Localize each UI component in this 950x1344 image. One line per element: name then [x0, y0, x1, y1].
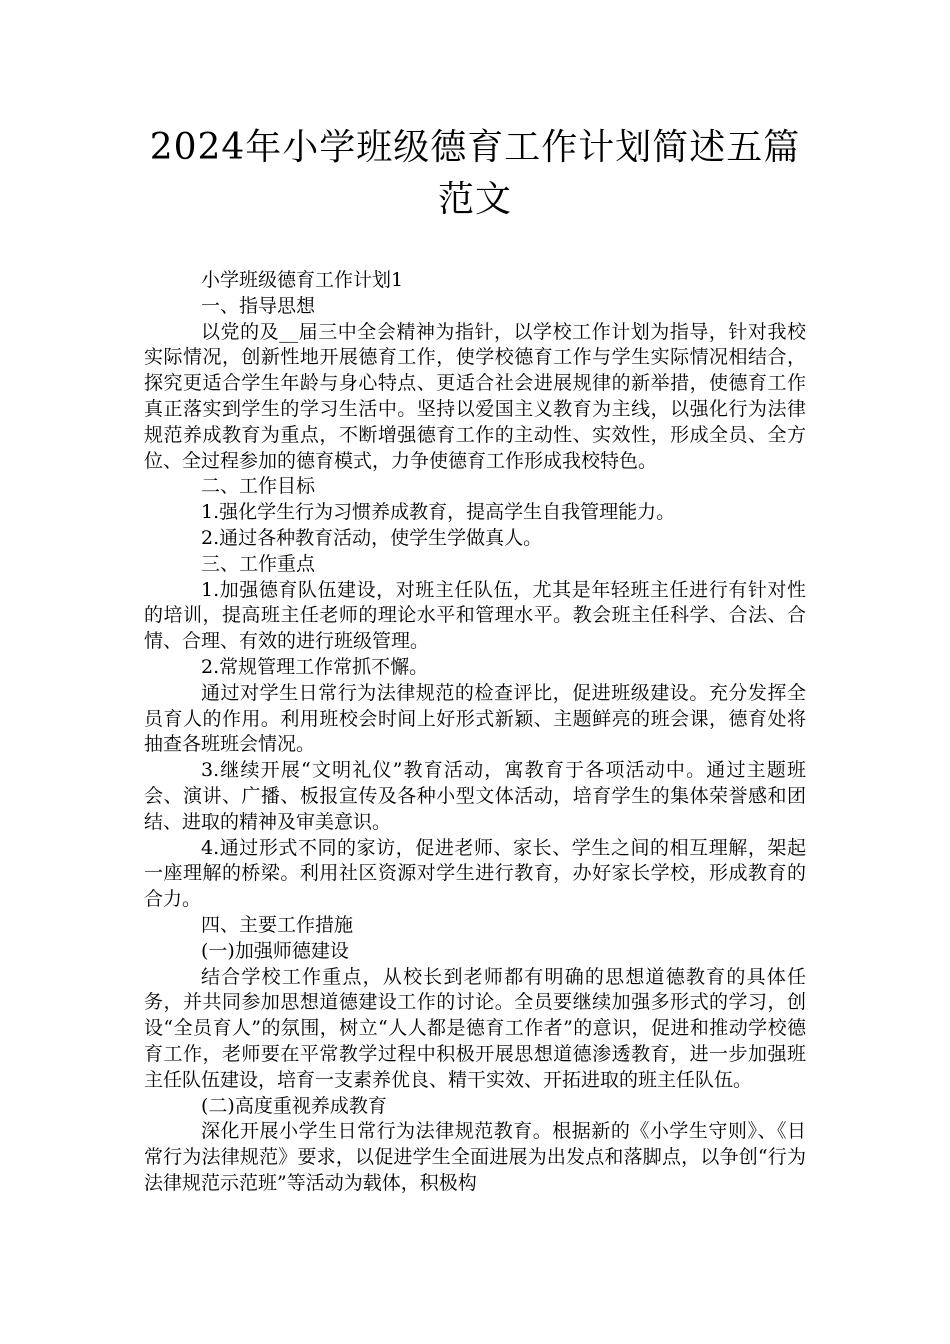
- list-item: 2.常规管理工作常抓不懈。: [201, 655, 429, 678]
- list-item: 3.继续开展“文明礼仪”教育活动，寓教育于各项活动中。通过主题班会、演讲、广播、板报宣传及各种小型文体活动，培育学生的集体荣誉感和团结、进取的精神及审美意识。: [144, 759, 806, 833]
- paragraph: 以党的及__届三中全会精神为指针，以学校工作计划为指导，针对我校实际情况，创新性地开展德育工作，使学校德育工作与学生实际情况相结合，探究更适合学生年龄与身心特点、更适合社会进展规律的新举措，使德育工作真正落实到学生的学习生活中。坚持以爱国主义教育为主线，以强化行为法律规范养成教育为重点，不断增强德育工作的主动性、实效性，形成全员、全方位、全过程参加的德育模式，力争使德育工作形成我校特色。: [144, 320, 806, 472]
- document-title: 2024年小学班级德育工作计划简述五篇范文: [149, 127, 801, 220]
- list-item: 1.加强德育队伍建设，对班主任队伍，尤其是年轻班主任进行有针对性的培训，提高班主任老师的理论水平和管理水平。教会班主任科学、合法、合情、合理、有效的进行班级管理。: [144, 578, 806, 653]
- document-body: [144, 268, 806, 1197]
- list-item: 2.通过各种教育活动，使学生学做真人。: [201, 526, 543, 549]
- subheading: 二、工作目标: [201, 475, 316, 498]
- paragraph: 通过对学生日常行为法律规范的检查评比，促进班级建设。充分发挥全员育人的作用。利用班校会时间上好形式新颖、主题鲜亮的班会课，德育处将抽查各班班会情况。: [144, 681, 806, 756]
- subheading: 一、指导思想: [201, 294, 316, 317]
- list-item: 4.通过形式不同的家访，促进老师、家长、学生之间的相互理解，架起一座理解的桥梁。利用社区资源对学生进行教育，办好家长学校，形成教育的合力。: [144, 836, 806, 911]
- list-item: 1.强化学生行为习惯养成教育，提高学生自我管理能力。: [201, 501, 676, 524]
- subheading: (二)高度重视养成教育: [201, 1094, 387, 1117]
- subheading: 四、主要工作措施: [201, 913, 354, 936]
- subheading: 三、工作重点: [201, 552, 316, 575]
- paragraph: 结合学校工作重点，从校长到老师都有明确的思想道德教育的具体任务，并共同参加思想道德建设工作的讨论。全员要继续加强多形式的学习，创设“全员育人”的氛围，树立“人人都是德育工作者”的意识，促进和推动学校德育工作，老师要在平常教学过程中积极开展思想道德渗透教育，进一步加强班主任队伍建设，培育一支素养优良、精干实效、开拓进取的班主任队伍。: [144, 965, 806, 1091]
- paragraph: 深化开展小学生日常行为法律规范教育。根据新的《小学生守则》、《日常行为法律规范》要求，以促进学生全面进展为出发点和落脚点，以争创“行为法律规范示范班”等活动为载体，积极构: [144, 1120, 806, 1194]
- section-heading: 小学班级德育工作计划1: [201, 269, 404, 291]
- subheading: (一)加强师德建设: [201, 939, 349, 962]
